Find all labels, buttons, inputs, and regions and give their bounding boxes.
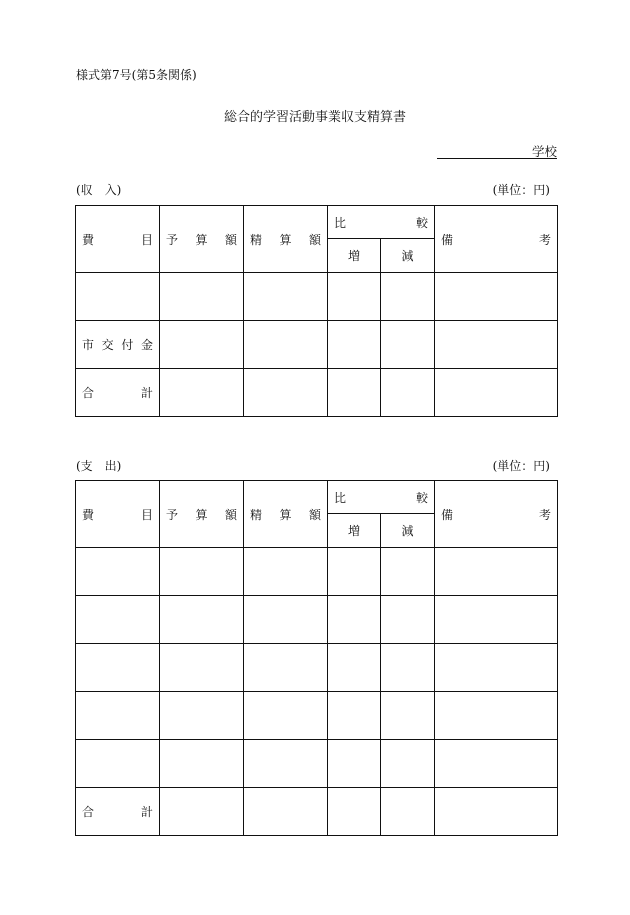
increase-cell[interactable] <box>328 369 381 417</box>
header-decrease: 減 <box>381 514 435 548</box>
increase-cell[interactable] <box>328 740 381 788</box>
decrease-cell[interactable] <box>381 548 435 596</box>
header-budget: 予 算 額 <box>160 481 244 548</box>
budget-cell[interactable] <box>160 692 244 740</box>
header-remarks: 備 考 <box>435 481 558 548</box>
budget-cell[interactable] <box>160 548 244 596</box>
decrease-cell[interactable] <box>381 596 435 644</box>
expense-section-label: (支 出) <box>76 459 122 473</box>
decrease-cell[interactable] <box>381 321 435 369</box>
budget-cell[interactable] <box>160 596 244 644</box>
budget-cell[interactable] <box>160 740 244 788</box>
settlement-cell[interactable] <box>244 273 328 321</box>
header-remarks: 備 考 <box>435 206 558 273</box>
settlement-cell[interactable] <box>244 369 328 417</box>
table-row <box>76 644 558 692</box>
increase-cell[interactable] <box>328 273 381 321</box>
header-settlement: 精 算 額 <box>244 206 328 273</box>
increase-cell[interactable] <box>328 788 381 836</box>
header-decrease: 減 <box>381 239 435 273</box>
table-header-row <box>76 206 558 239</box>
settlement-cell[interactable] <box>244 321 328 369</box>
settlement-cell[interactable] <box>244 596 328 644</box>
table-total-row <box>76 369 558 417</box>
income-unit-label: (単位：円) <box>492 183 550 197</box>
row-item-cell[interactable] <box>76 548 160 596</box>
table-row <box>76 273 558 321</box>
decrease-cell[interactable] <box>381 788 435 836</box>
header-settlement: 精 算 額 <box>244 481 328 548</box>
table-row <box>76 596 558 644</box>
header-compare: 比 較 <box>328 206 435 239</box>
header-budget: 予 算 額 <box>160 206 244 273</box>
settlement-cell[interactable] <box>244 548 328 596</box>
remarks-cell[interactable] <box>435 788 558 836</box>
header-compare: 比 較 <box>328 481 435 514</box>
decrease-cell[interactable] <box>381 740 435 788</box>
row-item-cell[interactable] <box>76 740 160 788</box>
increase-cell[interactable] <box>328 548 381 596</box>
remarks-cell[interactable] <box>435 740 558 788</box>
row-item-cell[interactable] <box>76 273 160 321</box>
budget-cell[interactable] <box>160 644 244 692</box>
expense-table <box>75 480 558 836</box>
expense-unit-label: (単位：円) <box>492 459 550 473</box>
row-item-cell[interactable]: 合計 <box>76 369 160 417</box>
increase-cell[interactable] <box>328 596 381 644</box>
settlement-cell[interactable] <box>244 788 328 836</box>
increase-cell[interactable] <box>328 644 381 692</box>
school-suffix-label: 学校 <box>531 144 557 159</box>
table-header-row <box>76 481 558 514</box>
income-section-label: (収 入) <box>76 183 122 197</box>
document-title: 総合的学習活動事業収支精算書 <box>223 110 406 125</box>
remarks-cell[interactable] <box>435 321 558 369</box>
budget-cell[interactable] <box>160 321 244 369</box>
header-increase: 増 <box>328 239 381 273</box>
increase-cell[interactable] <box>328 321 381 369</box>
row-item-cell[interactable] <box>76 644 160 692</box>
remarks-cell[interactable] <box>435 369 558 417</box>
remarks-cell[interactable] <box>435 692 558 740</box>
remarks-cell[interactable] <box>435 548 558 596</box>
header-increase: 増 <box>328 514 381 548</box>
table-row <box>76 740 558 788</box>
budget-cell[interactable] <box>160 788 244 836</box>
header-item: 費 目 <box>76 206 160 273</box>
table-row <box>76 692 558 740</box>
remarks-cell[interactable] <box>435 273 558 321</box>
table-row <box>76 321 558 369</box>
header-item: 費 目 <box>76 481 160 548</box>
increase-cell[interactable] <box>328 692 381 740</box>
settlement-cell[interactable] <box>244 692 328 740</box>
decrease-cell[interactable] <box>381 273 435 321</box>
settlement-cell[interactable] <box>244 740 328 788</box>
decrease-cell[interactable] <box>381 692 435 740</box>
row-item-cell[interactable] <box>76 596 160 644</box>
row-item-cell[interactable]: 合計 <box>76 788 160 836</box>
budget-cell[interactable] <box>160 273 244 321</box>
form-number: 様式第7号(第5条関係) <box>76 68 197 82</box>
table-total-row <box>76 788 558 836</box>
decrease-cell[interactable] <box>381 369 435 417</box>
school-name-field[interactable] <box>437 136 557 159</box>
row-item-cell[interactable]: 市交付金 <box>76 321 160 369</box>
budget-cell[interactable] <box>160 369 244 417</box>
table-row <box>76 548 558 596</box>
remarks-cell[interactable] <box>435 644 558 692</box>
settlement-cell[interactable] <box>244 644 328 692</box>
remarks-cell[interactable] <box>435 596 558 644</box>
row-item-cell[interactable] <box>76 692 160 740</box>
decrease-cell[interactable] <box>381 644 435 692</box>
income-table <box>75 205 558 417</box>
